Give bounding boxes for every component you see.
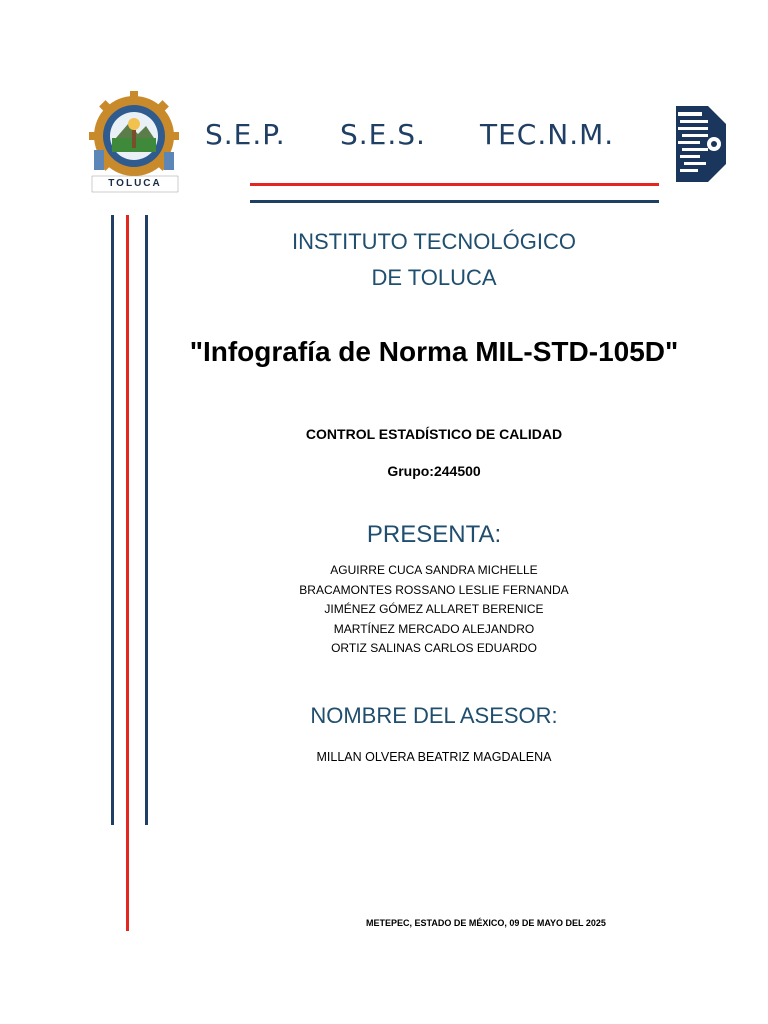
header-line-red (250, 183, 659, 186)
place-date-footer: METEPEC, ESTADO DE MÉXICO, 09 DE MAYO DEL 2025 (366, 918, 606, 928)
subject-name: CONTROL ESTADÍSTICO DE CALIDAD (305, 426, 563, 442)
institute-line-1: INSTITUTO TECNOLÓGICO (292, 229, 576, 254)
member-name: JIMÉNEZ GÓMEZ ALLARET BERENICE (324, 602, 544, 616)
side-line-navy-right (145, 215, 148, 825)
member-name: BRACAMONTES ROSSANO LESLIE FERNANDA (299, 582, 569, 597)
member-name: MARTÍNEZ MERCADO ALEJANDRO (333, 621, 535, 636)
tecnm-logo (668, 102, 728, 186)
acronym-tecnm: TEC.N.M. (480, 118, 615, 151)
institute-line-2: DE TOLUCA (371, 265, 497, 290)
asesor-heading: NOMBRE DEL ASESOR: (310, 703, 558, 728)
group-number: Grupo:244500 (387, 463, 481, 479)
members-list (100, 561, 768, 659)
institute-name (100, 224, 768, 296)
tecnm-gear-icon (668, 102, 728, 186)
acronym-ses: S.E.S. (340, 118, 426, 151)
header-acronyms (205, 118, 614, 151)
asesor-name: MILLAN OLVERA BEATRIZ MAGDALENA (316, 750, 552, 764)
side-line-navy-left (111, 215, 114, 825)
logo-toluca-label: TOLUCA (108, 178, 162, 189)
member-name: AGUIRRE CUCA SANDRA MICHELLE (330, 563, 538, 577)
presenta-heading: PRESENTA: (366, 521, 502, 548)
member-name: ORTIZ SALINAS CARLOS EDUARDO (331, 641, 537, 655)
document-title: "Infografía de Norma MIL-STD-105D" (189, 336, 679, 367)
header-line-navy (250, 200, 659, 203)
acronym-sep: S.E.P. (205, 118, 286, 151)
toluca-logo (88, 90, 183, 196)
